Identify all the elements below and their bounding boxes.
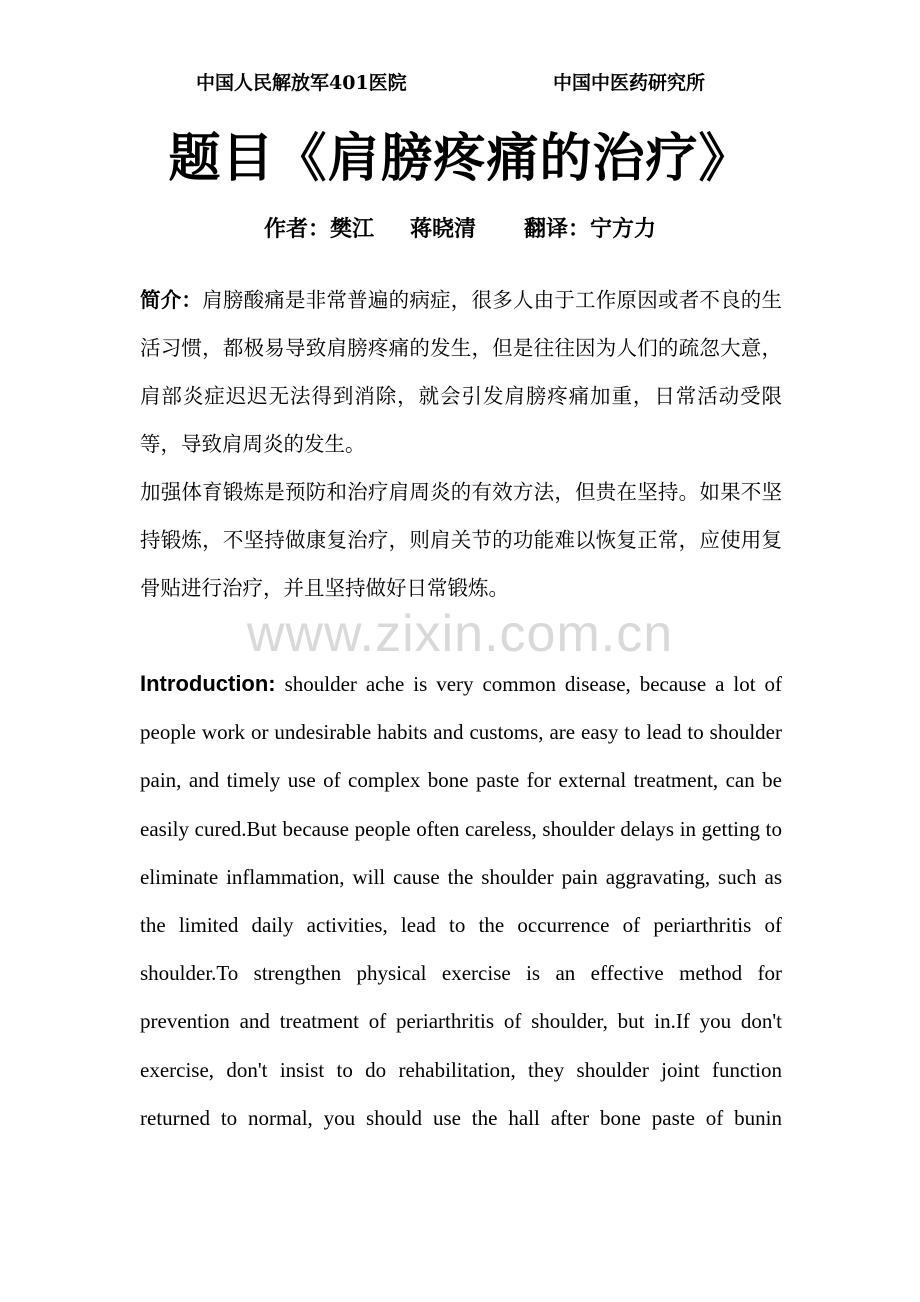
chinese-lead-label: 简介： [140, 288, 203, 312]
header-institute: 中国中医药研究所 [553, 72, 706, 94]
watermark: www.zixin.com.cn [246, 605, 674, 663]
author-secondary: 蒋晓清 [409, 217, 476, 242]
translator: 翻译：宁方力 [524, 217, 657, 242]
chinese-para1-text: 肩膀酸痛是非常普遍的病症，很多人由于工作原因或者不良的生活习惯，都极易导致肩膀疼痛的发生，但是往往因为人们的疏忽大意，肩部炎症迟迟无法得到消除，就会引发肩膀疼痛加重，日常活动受限等，导致肩周炎的发生。 [140, 288, 783, 456]
chinese-paragraph-2: 加强体育锻炼是预防和治疗肩周炎的有效方法，但贵在坚持。如果不坚持锻炼，不坚持做康复治疗，则肩关节的功能难以恢复正常，应使用复骨贴进行治疗，并且坚持做好日常锻炼。 [140, 480, 782, 600]
byline [0, 212, 920, 243]
chinese-abstract [140, 276, 782, 612]
english-text: shoulder ache is very common disease, because a lot of people work or undesirable habits and customs, are easy to lead to shoulder pain, and timely use of complex bone paste for external treatment, can be easily cured.But because people often careless, shoulder delays in getting to eliminate inflammation, will cause the shoulder pain aggravating, such as the limited daily activities, lead to the occurrence of periarthritis of shoulder.To strengthen physical exercise is an effective method for prevention and treatment of periarthritis of shoulder, but in.If you don't exercise, don't insist to do rehabilitation, they shoulder joint function returned to normal, you should use the hall after bone paste of bunin [140, 672, 782, 1130]
english-lead-label: Introduction: [140, 671, 276, 696]
english-abstract [140, 660, 782, 1142]
header-hospital: 中国人民解放军401医院 [196, 72, 407, 94]
author-primary: 作者：樊江 [263, 217, 374, 242]
document-title: 题目《肩膀疼痛的治疗》 [168, 128, 752, 189]
chinese-paragraph-1 [140, 276, 782, 468]
